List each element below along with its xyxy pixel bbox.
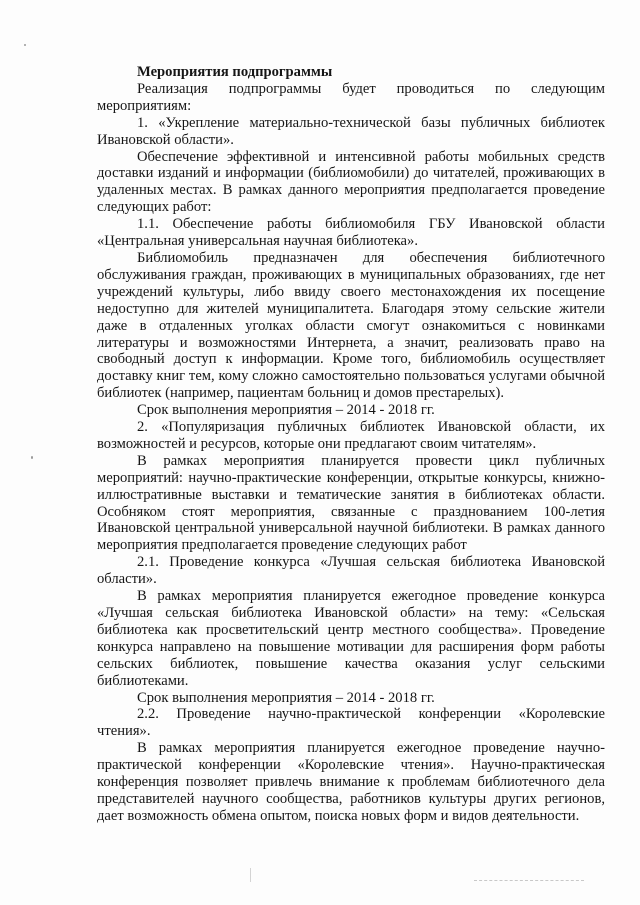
- scan-speck: [31, 456, 33, 459]
- section-heading: Мероприятия подпрограммы: [137, 64, 333, 80]
- paragraph-deadline-2: Срок выполнения мероприятия – 2014 - 2018 гг.: [137, 689, 435, 706]
- paragraph-item-2: 2. «Популяризация публичных библиотек Ивановской области, их возможностей и ресурсов, которые они предлагают своим читателям».: [97, 419, 605, 452]
- paragraph-deadline-1: Срок выполнения мероприятия – 2014 - 2018 гг.: [137, 402, 435, 419]
- paragraph-item-1-description: Обеспечение эффективной и интенсивной работы мобильных средств доставки изданий и информации (библиомобили) до читателей, проживающих в удаленных местах. В рамках данного мероприятия предполагается проведение следующих работ:: [97, 148, 605, 216]
- paragraph-intro: Реализация подпрограммы будет проводиться по следующим мероприятиям:: [97, 80, 605, 114]
- paragraph-conference: В рамках мероприятия планируется ежегодное проведение научно-практической конференции «Королевские чтения». Научно-практическая конференция позволяет привлечь внимание к проблемам библиотечного дела представителей научного сообщества, работников культуры других регионов, дает возможность обмена опытом, поиска новых форм и видов деятельности.: [97, 740, 605, 824]
- paragraph-item-1: 1. «Укрепление материально-технической базы публичных библиотек Ивановской области».: [97, 114, 605, 148]
- paragraph-item-2-2: 2.2. Проведение научно-практической конференции «Королевские чтения».: [97, 706, 605, 740]
- paragraph-contest: В рамках мероприятия планируется ежегодное проведение конкурса «Лучшая сельская библиотека Ивановской области» на тему: «Сельская библиотека как просветительский центр местного сообщества». Проведение конкурса направлено на повышение мотивации для расширения форм работы сельских библиотек, повышение качества оказания услуг сельскими библиотеками.: [97, 588, 605, 689]
- paragraph-item-1-1: 1.1. Обеспечение работы библиомобиля ГБУ Ивановской области «Центральная универсальная научная библиотека».: [97, 216, 605, 250]
- paragraph-item-2-1: 2.1. Проведение конкурса «Лучшая сельская библиотека Ивановской области».: [97, 554, 605, 588]
- scan-speck: [24, 44, 26, 46]
- scan-edge-mark: [474, 880, 584, 881]
- document-body: [97, 64, 605, 825]
- paragraph-item-2-description: В рамках мероприятия планируется провести цикл публичных мероприятий: научно-практические конференции, открытые конкурсы, книжно-иллюстративные выставки и тематические занятия в библиотеках области. Особняком стоят мероприятия, связанные с празднованием 100-летия Ивановской центральной универсальной научной библиотеки. В рамках данного мероприятия предполагается проведение следующих работ: [97, 452, 605, 554]
- paragraph-bibliomobile: Библиомобиль предназначен для обеспечения библиотечного обслуживания граждан, проживающих в муниципальных образованиях, где нет учреждений культуры, либо ввиду своего местонахождения их посещение недоступно для жителей муниципалитета. Благодаря этому сельские жители даже в отдаленных уголках области смогут ознакомиться с новинками литературы и возможностями Интернета, а значит, реализовать право на свободный доступ к информации. Кроме того, библиомобиль осуществляет доставку книг тем, кому сложно самостоятельно пользоваться услугами обычной библиотек (например, пациентам больниц и домов престарелых).: [97, 249, 605, 402]
- scan-speck: [250, 868, 251, 882]
